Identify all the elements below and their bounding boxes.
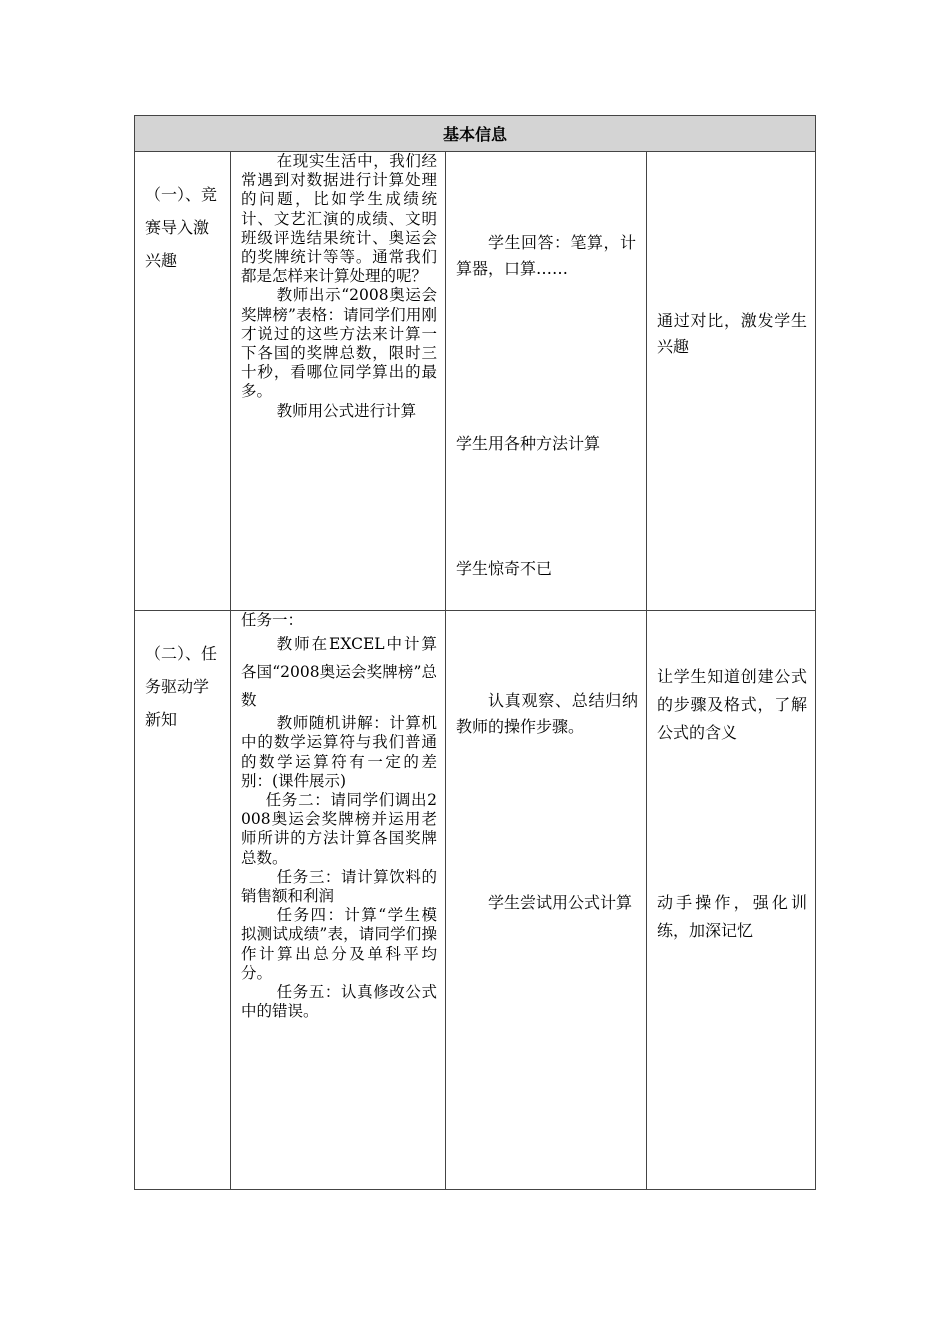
table-row [135,611,816,1190]
teacher-paragraph: 教师用公式进行计算 [276,401,417,420]
teacher-paragraph: 任务一： [241,611,304,629]
student-activity-cell [446,611,647,1190]
purpose-cell [647,152,816,611]
lesson-table [134,115,816,1190]
teacher-paragraph: 在现实生活中，我们经常遇到对数据进行计算处理的问题，比如学生成绩统计、文艺汇演的成绩、文明班级评选结果统计、奥运会的奖牌统计等等。通常我们都是怎样来计算处理的呢？ [241,152,437,286]
teacher-paragraph: 任务二：请同学们调出2008奥运会奖牌榜并运用老师所讲的方法计算各国奖牌总数。 [241,791,437,867]
stage-cell: （二）、任务驱动学新知 [135,611,231,1190]
teacher-activity-cell [231,611,446,1190]
teacher-paragraph: 任务四：计算“学生模拟测试成绩”表，请同学们操作计算出总分及单科平均分。 [241,906,437,982]
purpose-text: 动手操作，强化训练，加深记忆 [657,893,808,940]
stage-cell: （一）、竞赛导入激兴趣 [135,152,231,611]
teacher-activity-cell [231,152,446,611]
teacher-paragraph: 任务五：认真修改公式中的错误。 [241,983,437,1021]
student-text: 学生回答：笔算，计算器，口算…… [456,233,636,278]
purpose-text: 让学生知道创建公式的步骤及格式，了解公式的含义 [657,667,808,742]
purpose-text: 通过对比，激发学生兴趣 [657,311,808,356]
table-row [135,152,816,611]
teacher-paragraph: 教师出示“2008奥运会奖牌榜”表格：请同学们用刚才说过的这些方法来计算一下各国的奖牌总数，限时三十秒，看哪位同学算出的最多。 [241,286,437,401]
teacher-paragraph: 教师在EXCEL中计算各国“2008奥运会奖牌榜”总数 [241,635,437,710]
student-text: 学生用各种方法计算 [456,434,601,453]
table-header: 基本信息 [135,116,816,152]
teacher-paragraph: 任务三：请计算饮料的销售额和利润 [241,867,437,906]
student-text: 认真观察、总结归纳教师的操作步骤。 [456,691,638,736]
header-row [135,116,816,152]
purpose-cell [647,611,816,1190]
student-text: 学生尝试用公式计算 [488,893,633,912]
student-activity-cell [446,152,647,611]
student-text: 学生惊奇不已 [456,559,553,578]
teacher-paragraph: 教师随机讲解：计算机中的数学运算符与我们普通的数学运算符有一定的差别：(课件展示) [241,714,437,790]
